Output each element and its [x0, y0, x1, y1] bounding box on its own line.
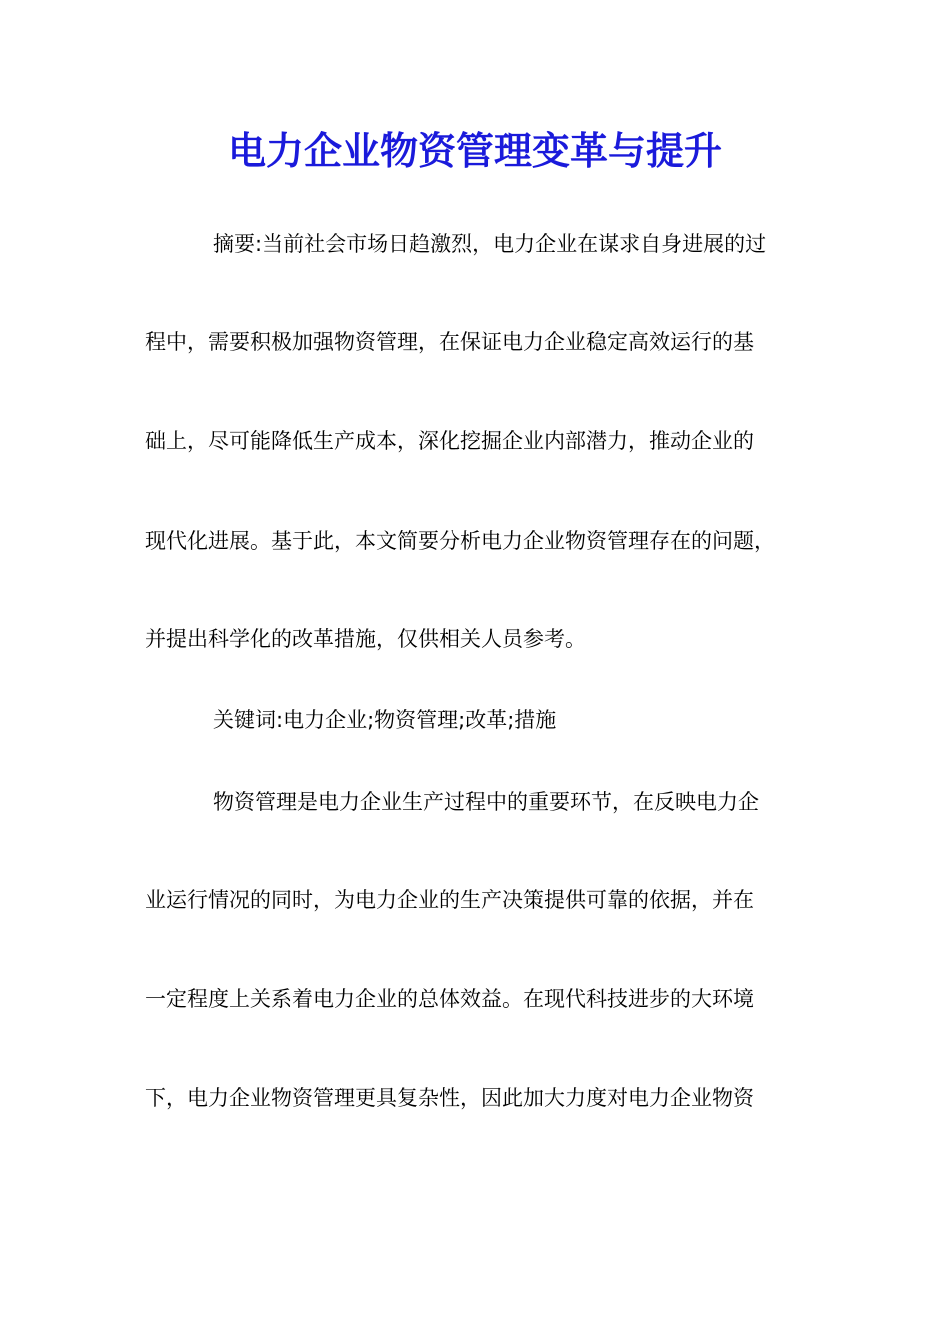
body-line-2: 业运行情况的同时，为电力企业的生产决策提供可靠的依据，并在: [145, 888, 754, 912]
abstract-line-4: 现代化进展。基于此，本文简要分析电力企业物资管理存在的问题，: [145, 529, 775, 553]
abstract-line-3: 础上，尽可能降低生产成本，深化挖掘企业内部潜力，推动企业的: [145, 429, 754, 453]
body-line-3: 一定程度上关系着电力企业的总体效益。在现代科技进步的大环境: [145, 987, 754, 1011]
abstract-line-1: 摘要:当前社会市场日趋激烈，电力企业在谋求自身进展的过: [213, 232, 767, 256]
abstract-line-2: 程中，需要积极加强物资管理，在保证电力企业稳定高效运行的基: [145, 330, 754, 354]
document-title: 电力企业物资管理变革与提升: [227, 128, 722, 173]
keywords-line: 关键词:电力企业;物资管理;改革;措施: [213, 708, 557, 732]
body-line-4: 下，电力企业物资管理更具复杂性，因此加大力度对电力企业物资: [145, 1086, 754, 1110]
abstract-line-5: 并提出科学化的改革措施，仅供相关人员参考。: [145, 627, 586, 651]
body-line-1: 物资管理是电力企业生产过程中的重要环节，在反映电力企: [213, 790, 759, 814]
